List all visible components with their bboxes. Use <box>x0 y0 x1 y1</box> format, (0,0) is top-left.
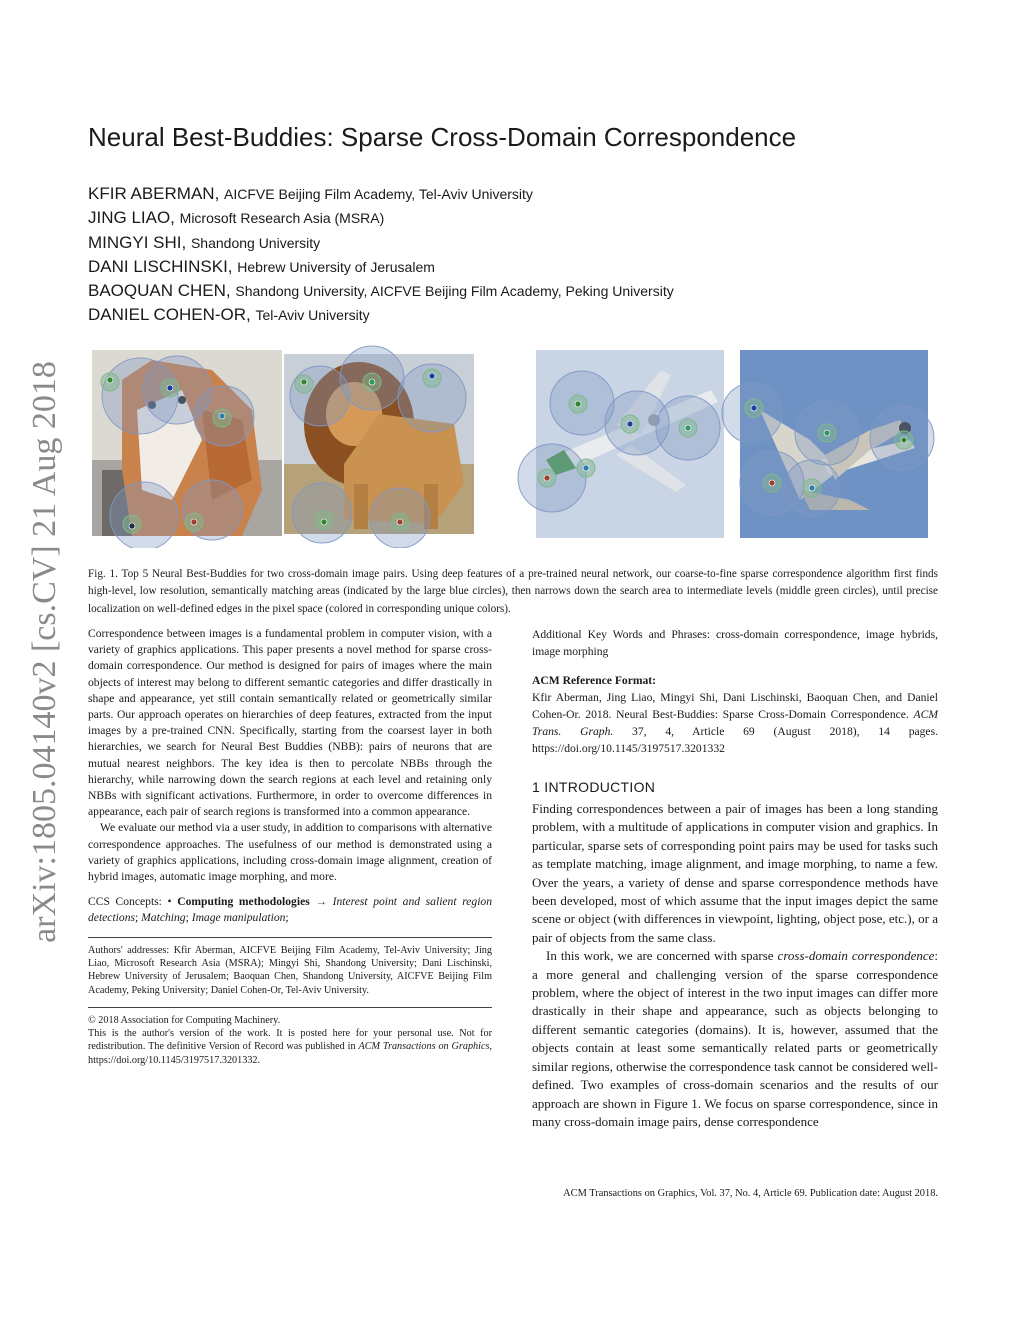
ccs-italic: Image manipulation <box>191 911 286 925</box>
author-entry <box>88 279 948 303</box>
nbb-point <box>369 379 375 385</box>
acm-reference-text: Kfir Aberman, Jing Liao, Mingyi Shi, Dani Lischinski, Baoquan Chen, and Daniel Cohen-Or. 2018. Neural Best-Buddies: Sparse Cross-Domain Correspondence. <box>532 691 938 721</box>
arxiv-stamp: arXiv:1805.04140v2 [cs.CV] 21 Aug 2018 <box>26 361 63 943</box>
nbb-point <box>583 465 589 471</box>
author-entry <box>88 303 948 327</box>
nbb-point <box>544 475 550 481</box>
nbb-point <box>769 480 775 486</box>
author-entry <box>88 182 948 206</box>
nbb-point <box>107 377 113 383</box>
copyright-notice <box>88 1027 492 1067</box>
nbb-point <box>901 437 907 443</box>
divider <box>88 1007 492 1008</box>
copyright-text: This is the author's version of the work. It is posted here for your personal use. Not for redistribution. The definitive Version of Record was published in <box>88 1028 492 1053</box>
nbb-point <box>167 385 173 391</box>
author-affiliation: Hebrew University of Jerusalem <box>237 258 435 275</box>
nbb-blue-circle <box>110 482 178 548</box>
figure-1 <box>82 338 942 548</box>
intro-paragraph: Finding correspondences between a pair of images has been a long standing problem, with a multitude of applications in computer vision and graphics. In particular, sparse sets of corresponding point pairs may be used for tasks such as template matching, image alignment, and image morphing, to name a few. Over the years, a variety of dense and sparse correspondence methods have been developed, most of which assume that the input images depict the same scene or object (with differences in viewpoint, lighting, object pose, etc.), or a pair of objects from the same class. <box>532 801 938 945</box>
copyright-doi: , https://doi.org/10.1145/3197517.3201332. <box>88 1041 492 1066</box>
author-name: BAOQUAN CHEN, <box>88 281 231 301</box>
author-list <box>88 182 948 328</box>
nbb-point <box>129 523 135 529</box>
ccs-bold: Computing methodologies <box>177 895 310 909</box>
ccs-sep: ; <box>135 911 142 925</box>
author-affiliation: AICFVE Beijing Film Academy, Tel-Aviv University <box>224 186 533 202</box>
acm-reference <box>532 689 938 757</box>
nbb-point <box>627 421 633 427</box>
ccs-concepts <box>88 894 492 926</box>
author-name: KFIR ABERMAN, <box>88 184 220 203</box>
nbb-point <box>191 519 197 525</box>
intro-text: : a more general and challenging version of the sparse correspondence problem, where the object of interest in the two input images can differ more drastically in their shape and appearance, such as objects belonging to different semantic categories (domains). It is, however, assumed that the objects contain at least some semantically related parts or geometrically similar regions, otherwise the correspondence task cannot be considered well-defined. Two examples of cross-domain scenarios and the results of our approach are shown in Figure 1. We focus on sparse correspondence, since in many cross-domain image pairs, dense correspondence <box>532 948 939 1129</box>
nbb-point <box>685 425 691 431</box>
ccs-label: CCS Concepts: • <box>88 895 172 909</box>
ccs-italic: Matching <box>141 911 186 925</box>
paper-title: Neural Best-Buddies: Sparse Cross-Domain Correspondence <box>88 122 797 152</box>
author-entry <box>88 255 948 279</box>
page-footer: ACM Transactions on Graphics, Vol. 37, No. 4, Article 69. Publication date: August 2018. <box>563 1188 938 1199</box>
authors-addresses: Authors' addresses: Kfir Aberman, AICFVE Beijing Film Academy, Tel-Aviv University; Jing Liao, Microsoft Research Asia (MSRA); Mingyi Shi, Shandong University; Dani Lischinski, Hebrew University of Jerusalem; Baoquan Chen, Shandong University, AICFVE Beijing Film Academy, Peking University; Daniel Cohen-Or, Tel-Aviv University. <box>88 944 492 996</box>
copyright-line: © 2018 Association for Computing Machinery. <box>88 1014 281 1026</box>
nbb-point <box>824 430 830 436</box>
acm-reference-details: 37, 4, Article 69 (August 2018), 14 pages. https://doi.org/10.1145/3197517.3201332 <box>532 725 938 755</box>
author-name: JING LIAO, <box>88 208 175 228</box>
author-entry <box>88 231 948 255</box>
ccs-end: ; <box>285 911 289 925</box>
acm-reference-heading: ACM Reference Format: <box>532 674 657 687</box>
right-column <box>532 626 938 1131</box>
nbb-point <box>751 405 757 411</box>
section-heading: 1 INTRODUCTION <box>532 779 656 795</box>
abstract-paragraph: We evaluate our method via a user study, in addition to comparisons with alternative correspondence approaches. The usefulness of our method is demonstrated using a variety of graphics applications, including cross-domain image alignment, creation of hybrid images, automatic image morphing, and more. <box>88 821 492 884</box>
author-name: MINGYI SHI, <box>88 232 187 252</box>
ccs-sep: ; <box>185 911 192 925</box>
abstract-paragraph: Correspondence between images is a fundamental problem in computer vision, with a variety of graphics applications. This paper presents a novel method for sparse cross-domain correspondence. Our method is designed for pairs of images where the main objects of interest may belong to different semantic categories and differ drastically in shape and appearance, yet still contain semantically related or geometrically similar parts. Our approach operates on hierarchies of deep features, extracted from the input images by a pre-trained CNN. Specifically, starting from the coarsest layer in both hierarchies, we search for Neural Best Buddies (NBB): pairs of neurons that are mutual nearest neighbors. The key idea is then to percolate NBBs through the hierarchy, while narrowing down the search regions at each level and retaining only NBBs with significant activations. Furthermore, in order to overcome differences in appearance, each pair of search regions is transformed into a common appearance. <box>88 627 492 819</box>
nbb-point <box>301 379 307 385</box>
author-name: DANIEL COHEN-OR, <box>88 305 251 325</box>
intro-text: In this work, we are concerned with sparse <box>546 948 778 964</box>
author-name: DANI LISCHINSKI, <box>88 256 233 276</box>
ccs-italic: Interest point and salient region detections <box>88 895 493 925</box>
nbb-point <box>429 373 435 379</box>
author-affiliation: Shandong University, AICFVE Beijing Film Academy, Peking University <box>235 283 674 300</box>
keywords: Additional Key Words and Phrases: cross-domain correspondence, image hybrids, image morphing <box>532 628 938 658</box>
ccs-arrow: → <box>309 895 333 909</box>
nbb-point <box>321 519 327 525</box>
nbb-point <box>575 401 581 407</box>
author-affiliation: Microsoft Research Asia (MSRA) <box>179 210 385 227</box>
correspondence-overlay <box>82 338 942 548</box>
divider <box>88 937 492 938</box>
copyright-journal: ACM Transactions on Graphics <box>358 1041 490 1053</box>
nbb-point <box>219 413 225 419</box>
author-entry <box>88 206 948 230</box>
figure-caption: Fig. 1. Top 5 Neural Best-Buddies for two cross-domain image pairs. Using deep features of a pre-trained neural network, our coarse-to-fine sparse correspondence algorithm first finds high-level, low resolution, semantically matching areas (indicated by the large blue circles), then narrows down the search area to intermediate levels (middle green circles), until precise localization on well-defined edges in the pixel space (colored in corresponding unique colors). <box>88 568 938 615</box>
left-column <box>88 626 492 1067</box>
acm-reference-journal: ACM Trans. Graph. <box>532 708 938 738</box>
intro-paragraph <box>532 947 938 1131</box>
intro-emphasis: cross-domain correspondence <box>777 948 935 964</box>
author-affiliation: Tel-Aviv University <box>255 307 370 324</box>
author-affiliation: Shandong University <box>190 234 321 251</box>
nbb-point <box>809 485 815 491</box>
nbb-point <box>397 519 403 525</box>
